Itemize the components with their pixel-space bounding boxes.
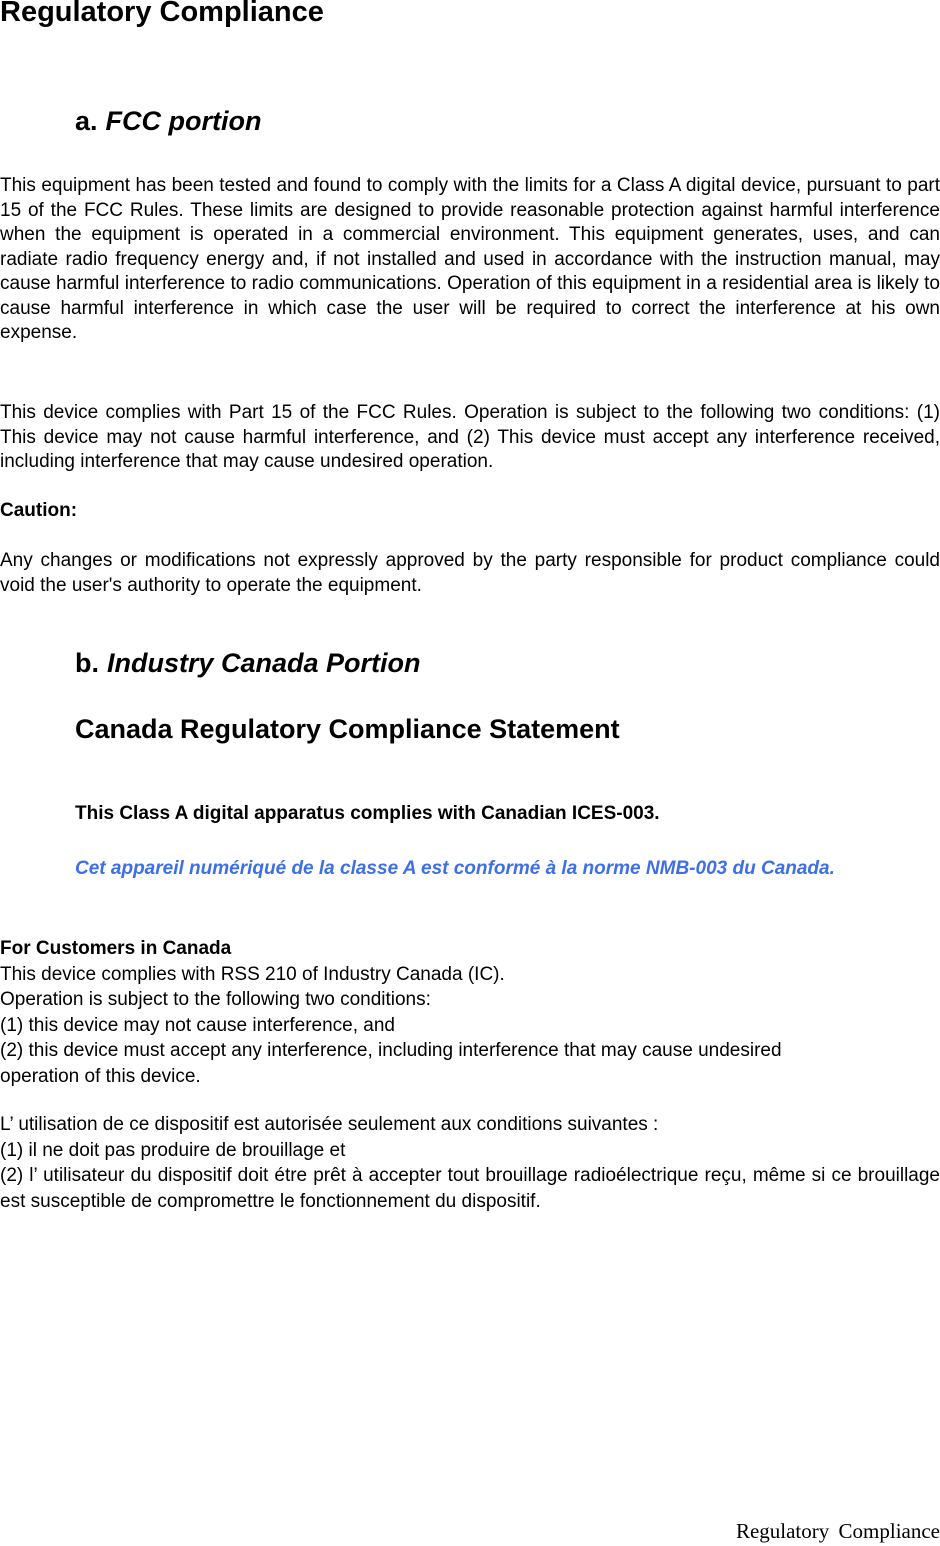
customers-heading: For Customers in Canada — [0, 938, 232, 959]
section-b-title: Industry Canada Portion — [107, 648, 421, 678]
page-footer: Regulatory Compliance — [735, 1519, 940, 1543]
fcc-paragraph-2: This device complies with Part 15 of the FCC Rules. Operation is subject to the following two conditions: (1) This device may not cause harmful interference, and (2) This device must accept any interference received, including interference that may cause undesired operation. — [0, 402, 940, 472]
ices-english-notice: This Class A digital apparatus complies with Canadian ICES-003. — [75, 803, 660, 824]
canada-statement-heading: Canada Regulatory Compliance Statement — [75, 714, 620, 744]
caution-text: Any changes or modifications not expressly approved by the party responsible for product compliance could void the user's authority to operate the equipment. — [0, 550, 940, 596]
ices-french-notice: Cet appareil numériqué de la classe A est conformé à la norme NMB-003 du Canada. — [75, 858, 835, 879]
customers-in-canada-block — [0, 936, 940, 1089]
fcc-paragraph-1: This equipment has been tested and found to comply with the limits for a Class A digital device, pursuant to part 15 of the FCC Rules. These limits are designed to provide reasonable protection against harmful interference when the equipment is operated in a commercial environment. This equipment generates, uses, and can radiate radio frequency energy and, if not installed and used in accordance with the instruction manual, may cause harmful interference to radio communications. Operation of this equipment in a residential area is likely to cause harmful interference in which case the user will be required to correct the interference at his own expense. — [0, 175, 940, 343]
french-line: (1) il ne doit pas produire de brouillage et — [0, 1139, 346, 1161]
customers-line: (1) this device may not cause interference, and — [0, 1014, 395, 1036]
french-line: (2) l’ utilisateur du dispositif doit étre prêt à accepter tout brouillage radioélectrique reçu, même si ce brouillage est susceptible de compromettre le fonctionnement du dispositif. — [0, 1165, 940, 1212]
section-a-heading — [75, 106, 262, 137]
french-conditions-block — [0, 1112, 940, 1214]
section-b-letter: b. — [75, 648, 99, 678]
french-line: L’ utilisation de ce dispositif est autorisée seulement aux conditions suivantes : — [0, 1114, 659, 1135]
section-a-title: FCC portion — [105, 106, 262, 136]
customers-line: operation of this device. — [0, 1065, 201, 1087]
customers-line: This device complies with RSS 210 of Industry Canada (IC). — [0, 963, 505, 985]
caution-label: Caution: — [0, 500, 78, 521]
page-title: Regulatory Compliance — [0, 0, 324, 28]
section-b-heading — [75, 648, 421, 679]
section-a-letter: a. — [75, 106, 98, 136]
customers-line: Operation is subject to the following two conditions: — [0, 989, 431, 1010]
customers-line: (2) this device must accept any interference, including interference that may cause undesired — [0, 1040, 782, 1061]
